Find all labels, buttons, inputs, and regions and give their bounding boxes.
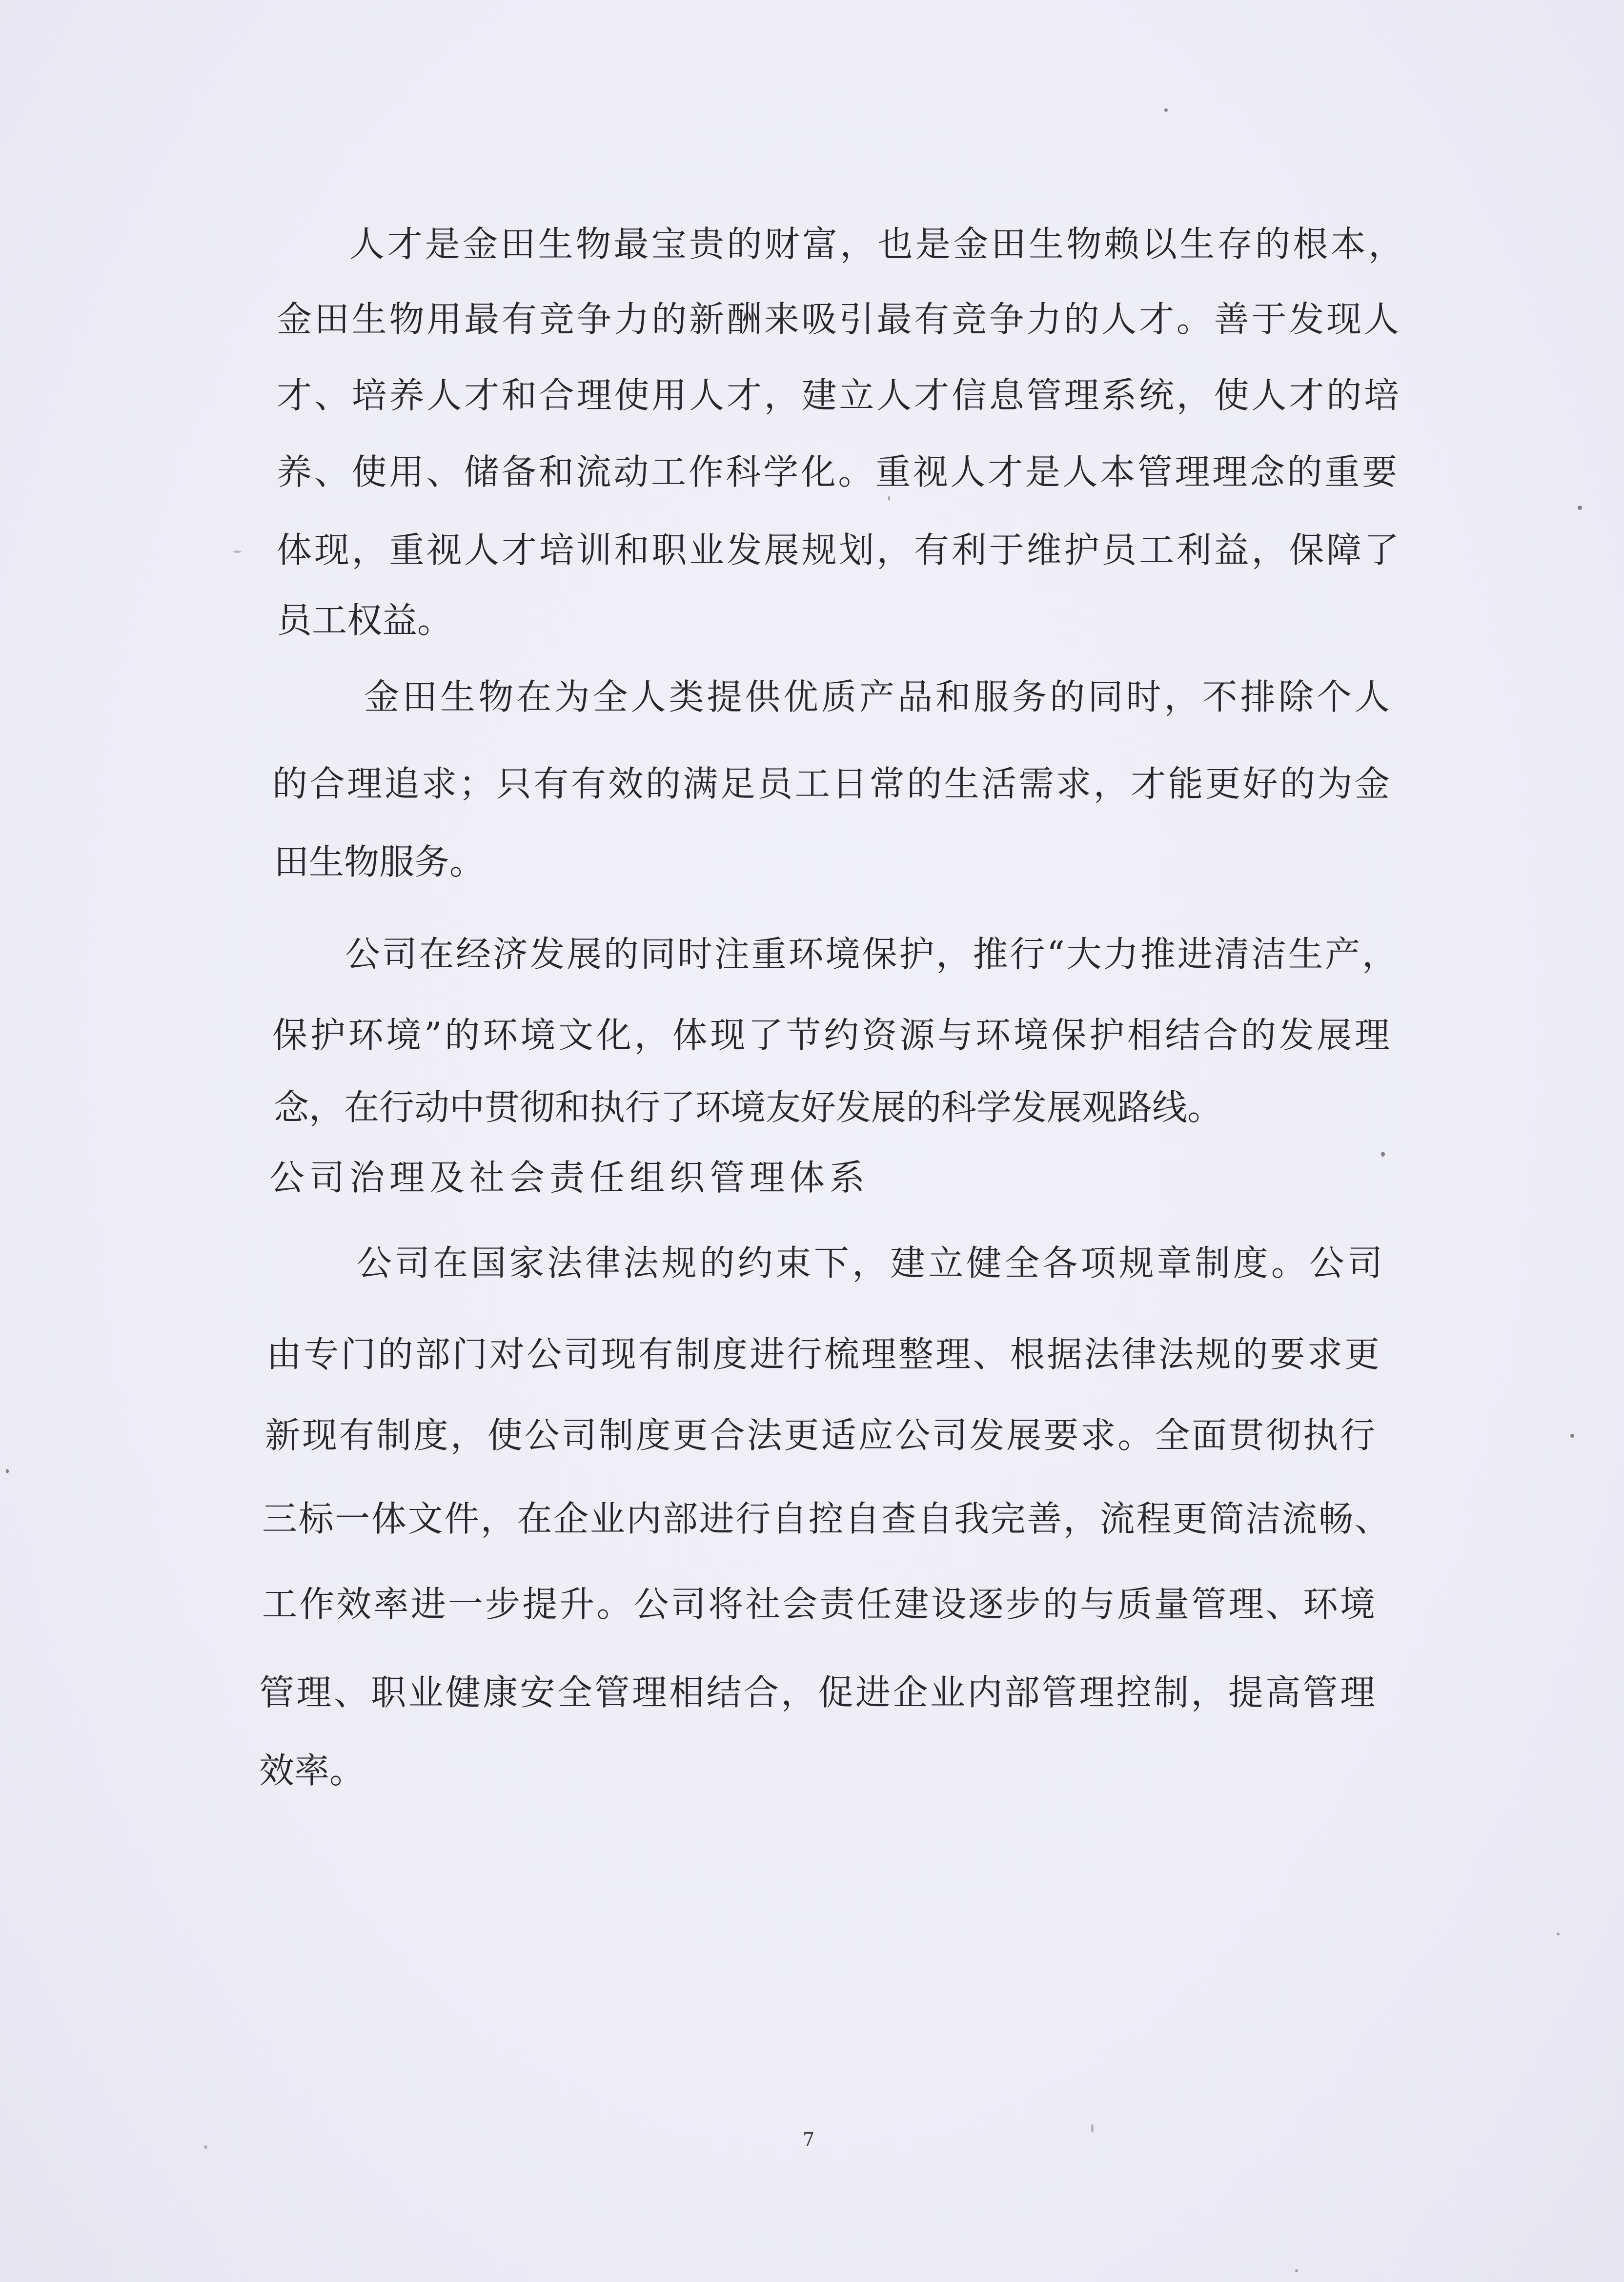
paragraph-line: 由专门的部门对公司现有制度进行梳理整理、根据法律法规的要求更	[266, 1334, 1380, 1375]
paragraph-line: 公司在经济发展的同时注重环境保护，推行“大力推进清洁生产，	[345, 934, 1397, 975]
scan-speck	[1295, 2269, 1298, 2272]
section-heading: 公司治理及社会责任组织管理体系	[269, 1157, 870, 1198]
scan-speck	[1578, 506, 1582, 510]
scan-speck	[204, 2145, 207, 2149]
paragraph-line: 人才是金田生物最宝贵的财富，也是金田生物赖以生存的根本，	[349, 224, 1403, 265]
scan-speck	[6, 1469, 9, 1473]
paragraph-line: 员工权益。	[277, 600, 453, 641]
paragraph-line: 田生物服务。	[274, 841, 485, 882]
scan-speck	[1381, 1152, 1385, 1157]
paragraph-line: 金田生物在为全人类提供优质产品和服务的同时，不排除个人	[364, 676, 1390, 717]
paragraph-line: 管理、职业健康安全管理相结合，促进企业内部管理控制，提高管理	[259, 1672, 1375, 1713]
paragraph-line: 新现有制度，使公司制度更合法更适应公司发展要求。全面贯彻执行	[265, 1415, 1375, 1456]
scan-speck	[1091, 2124, 1094, 2133]
paragraph-line: 的合理追求；只有有效的满足员工日常的生活需求，才能更好的为金	[272, 763, 1390, 804]
paragraph-line: 效率。	[259, 1750, 365, 1791]
paragraph-line: 金田生物用最有竞争力的新酬来吸引最有竞争力的人才。善于发现人	[277, 299, 1399, 340]
paragraph-line: 体现，重视人才培训和职业发展规划，有利于维护员工利益，保障了	[277, 530, 1399, 570]
paragraph-line: 才、培养人才和合理使用人才，建立人才信息管理系统，使人才的培	[277, 375, 1399, 416]
paragraph-line: 保护环境”的环境文化，体现了节约资源与环境保护相结合的发展理	[272, 1015, 1390, 1056]
scan-speck	[1570, 1434, 1574, 1438]
scan-speck	[233, 550, 241, 553]
scan-speck	[1164, 108, 1168, 112]
paragraph-line: 念，在行动中贯彻和执行了环境友好发展的科学发展观路线。	[274, 1087, 1223, 1128]
page-number: 7	[803, 2129, 815, 2150]
paragraph-line: 三标一体文件，在企业内部进行自控自查自我完善，流程更简洁流畅、	[262, 1498, 1390, 1539]
scan-speck	[888, 496, 890, 501]
paragraph-line: 养、使用、储备和流动工作科学化。重视人才是人本管理理念的重要	[277, 451, 1397, 492]
paragraph-line: 工作效率进一步提升。公司将社会责任建设逐步的与质量管理、环境	[262, 1584, 1375, 1625]
scan-speck	[1557, 1933, 1560, 1936]
paragraph-line: 公司在国家法律法规的约束下，建立健全各项规章制度。公司	[357, 1243, 1382, 1284]
